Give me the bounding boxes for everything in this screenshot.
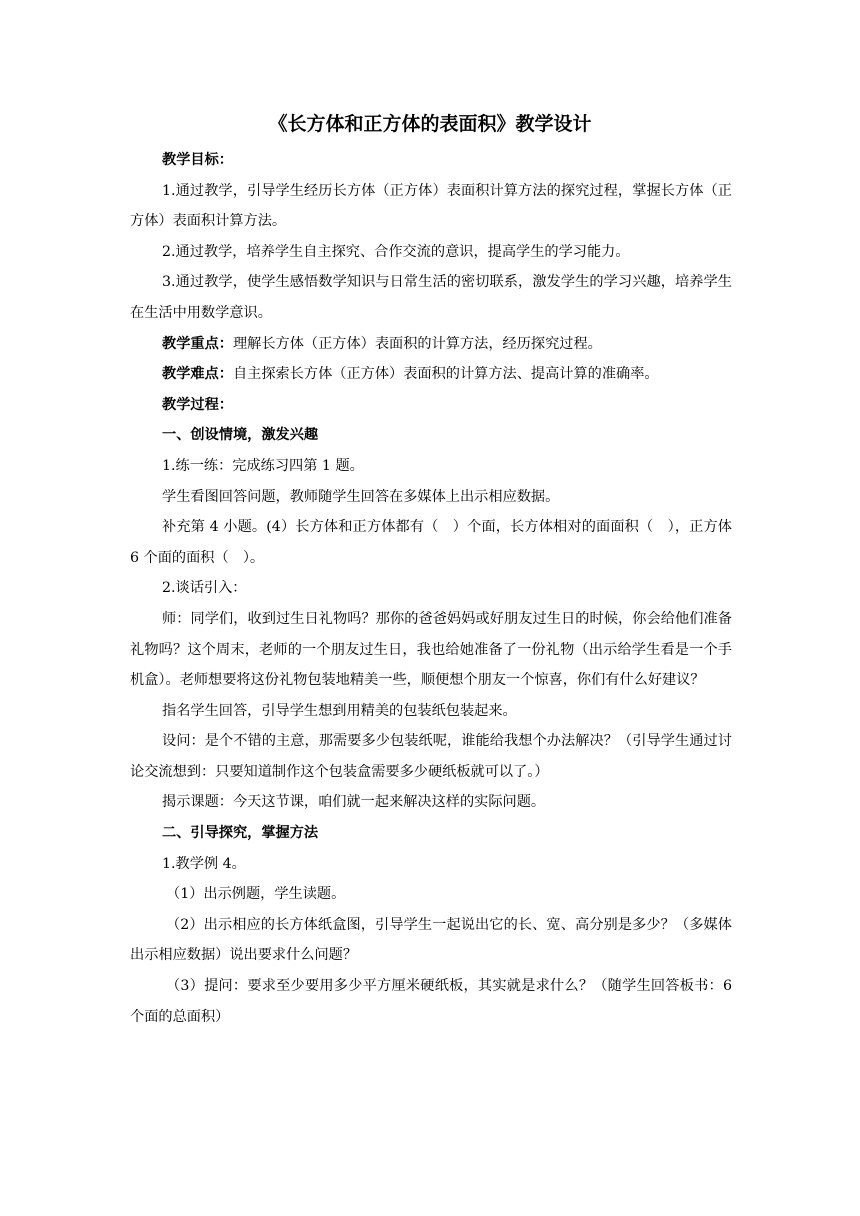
key-point-label: 教学重点： [162, 335, 233, 352]
s1-paragraph-6: 揭示课题：今天这节课，咱们就一起来解决这样的实际问题。 [162, 794, 546, 811]
s2-paragraph-2: （2）出示相应的长方体纸盒图，引导学生一起说出它的长、宽、高分别是多少？（多媒体出示相应数据）说出要求什么问题？ [130, 916, 732, 964]
s1-paragraph-5: 设问：是个不错的主意，那需要多少包装纸呢，谁能给我想个办法解决？（引导学生通过讨论交流想到：只要知道制作这个包装盒需要多少硬纸板就可以了。） [130, 733, 732, 780]
difficulty-text: 自主探索长方体（正方体）表面积的计算方法、提高计算的准确率。 [232, 366, 659, 383]
s2-paragraph-1: （1）出示例题，学生读题。 [166, 886, 346, 903]
process-heading: 教学过程： [162, 396, 233, 413]
s1-paragraph-1: 学生看图回答问题，教师随学生回答在多媒体上出示相应数据。 [162, 488, 560, 505]
section-1-heading: 一、创设情境，激发兴趣 [162, 427, 319, 444]
document-body [130, 145, 732, 1032]
s1-paragraph-3: 师：同学们，收到过生日礼物吗？那你的爸爸妈妈或好朋友过生日的时候，你会给他们准备礼物吗？这个周末，老师的一个朋友过生日，我也给她准备了一份礼物（出示给学生看是一个手机盒）。老师想要将这份礼物包装地精美一些，顺便想个朋友一个惊喜，你们有什么好建议？ [130, 610, 732, 689]
difficulty-label: 教学难点： [162, 366, 233, 383]
section-2-heading: 二、引导探究，掌握方法 [162, 825, 319, 842]
goals-heading: 教学目标： [162, 152, 233, 168]
s1-paragraph-4: 指名学生回答，引导学生想到用精美的包装纸包装起来。 [162, 702, 517, 719]
difficulty-paragraph [130, 359, 732, 390]
s1-item-1: 1.练一练：完成练习四第 1 题。 [162, 457, 364, 474]
goal-3: 3.通过教学，使学生感悟数学知识与日常生活的密切联系，激发学生的学习兴趣，培养学生在生活中用数学意识。 [130, 274, 732, 321]
s2-paragraph-3: （3）提问：要求至少要用多少平方厘米硬纸板，其实就是求什么？（随学生回答板书：6 个面的总面积） [130, 978, 732, 1025]
s2-item-1: 1.教学例 4。 [162, 855, 246, 872]
goal-1: 1.通过教学，引导学生经历长方体（正方体）表面积计算方法的探究过程，掌握长方体（正方体）表面积计算方法。 [130, 182, 732, 230]
key-point-paragraph [130, 329, 732, 360]
s1-item-2: 2.谈话引入： [162, 580, 247, 597]
document-title: 《长方体和正方体的表面积》教学设计 [268, 113, 592, 135]
key-point-text: 理解长方体（正方体）表面积的计算方法，经历探究过程。 [232, 335, 602, 352]
goal-2: 2.通过教学，培养学生自主探究、合作交流的意识，提高学生的学习能力。 [162, 243, 630, 260]
s1-paragraph-2: 补充第 4 小题。(4）长方体和正方体都有（ ）个面，长方体相对的面面积（ ），正方体 6 个面的面积（ ）。 [130, 519, 732, 566]
